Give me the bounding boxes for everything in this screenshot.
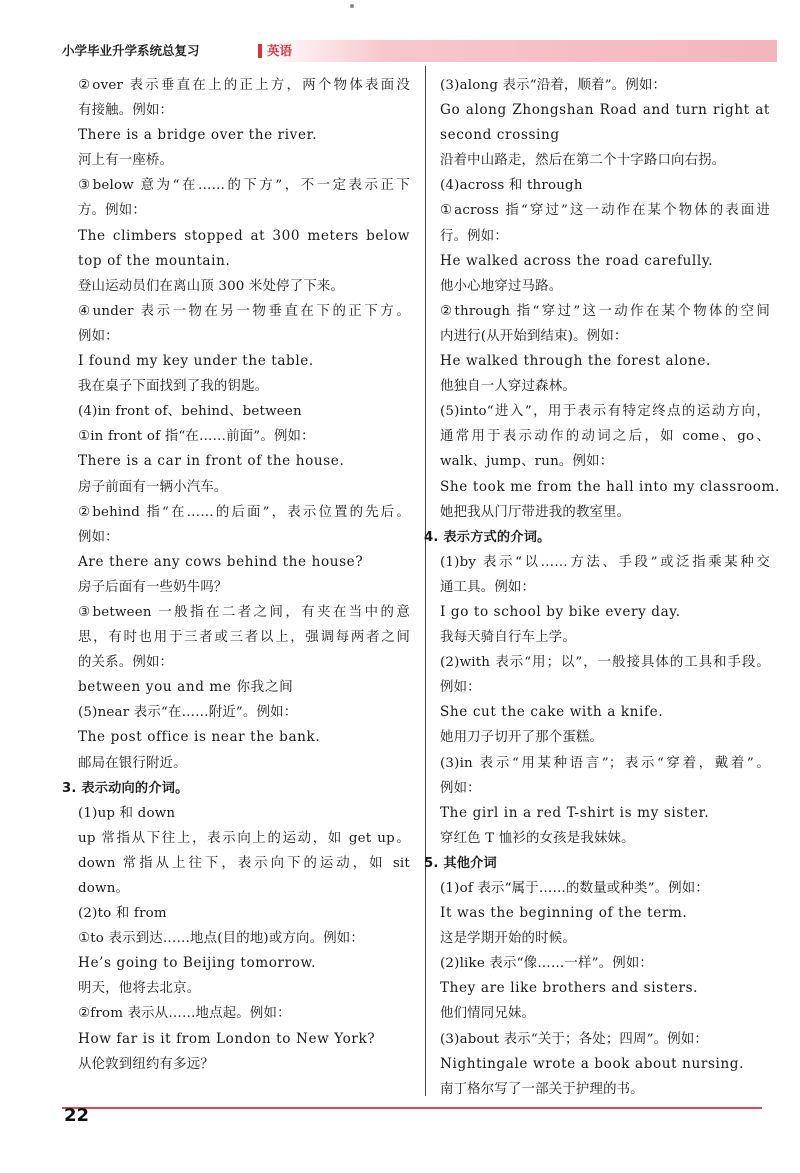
text-line: 行。例如： (440, 228, 508, 244)
column-divider (425, 66, 426, 1096)
text-line: The post office is near the bank. (78, 729, 321, 746)
text-line: (3)in 表示“用某种语言”；表示“穿着，戴着”。 (440, 755, 770, 771)
right-column (424, 73, 780, 1102)
text-line: 有接触。例如： (78, 103, 174, 119)
text-line: 登山运动员们在离山顶 300 米处停了下来。 (78, 278, 345, 294)
text-line: (1)of 表示“属于……的数量或种类”。例如： (440, 881, 709, 896)
text-line: He walked across the road carefully. (440, 252, 714, 269)
text-line: 例如： (78, 328, 119, 344)
text-line: 她用刀子切开了那个蛋糕。 (440, 730, 604, 746)
text-line: (5)near 表示“在……附近”。例如： (78, 705, 298, 721)
text-line: ③below 意为“在……的下方”，不一定表示正下 (78, 178, 410, 194)
text-line: ②from 表示从……地点起。例如： (78, 1006, 291, 1022)
text-line: 穿红色 T 恤衫的女孩是我妹妹。 (440, 830, 635, 846)
text-line: 内进行(从开始到结束)。例如： (440, 328, 628, 344)
book-title: 小学毕业升学系统总复习 (62, 41, 204, 61)
text-line: She cut the cake with a knife. (440, 704, 664, 721)
text-line: (3)along 表示“沿着，顺着”。例如： (440, 78, 667, 93)
text-line: ①across 指“穿过”这一动作在某个物体的表面进 (440, 203, 770, 219)
footer-rule (62, 1107, 762, 1109)
text-line: There is a car in front of the house. (78, 453, 345, 470)
section-heading: 5. 其他介词 (424, 855, 497, 871)
text-line: 他独自一人穿过森林。 (440, 379, 576, 395)
text-line: 这是学期开始的时候。 (440, 931, 576, 947)
text-line: between you and me 你我之间 (78, 679, 294, 696)
text-line: 例如： (440, 780, 481, 796)
text-line: Go along Zhongshan Road and turn right at (440, 102, 770, 119)
text-line: ②over 表示垂直在上的正上方，两个物体表面没 (78, 78, 410, 93)
left-column (62, 73, 410, 1077)
text-line: 的关系。例如： (78, 655, 174, 671)
text-line: She took me from the hall into my classroom. (440, 478, 780, 495)
text-line: There is a bridge over the river. (78, 127, 318, 144)
text-line: 思，有时也用于三者或三者以上，强调每两者之间 (78, 630, 410, 646)
text-line: 他们情同兄妹。 (440, 1006, 536, 1022)
scan-dot (350, 4, 354, 8)
text-line: ①in front of 指“在……前面”。例如： (78, 429, 315, 445)
text-line: 她把我从门厅带进我的教室里。 (440, 504, 631, 520)
text-line: walk、jump、run。例如： (440, 454, 614, 470)
page-header (62, 40, 777, 64)
text-line: 例如： (440, 680, 481, 696)
text-line: 从伦敦到纽约有多远？ (78, 1056, 214, 1072)
text-line: Are there any cows behind the house? (78, 553, 364, 570)
text-line: (1)by 表示“以……方法、手段”或泛指乘某种交 (440, 554, 770, 570)
text-line: He’s going to Beijing tomorrow. (78, 955, 317, 972)
text-line: 房子后面有一些奶牛吗？ (78, 579, 228, 595)
text-line: ②behind 指“在……的后面”，表示位置的先后。 (78, 504, 410, 520)
section-heading: 4. 表示方式的介词。 (424, 529, 551, 545)
text-line: 方。例如： (78, 203, 146, 219)
text-line: top of the mountain. (78, 252, 231, 269)
text-line: 邮局在银行附近。 (78, 755, 187, 771)
text-line: (1)up 和 down (78, 805, 176, 821)
text-line: down 常指从上往下，表示向下的运动，如 sit (78, 855, 410, 871)
text-line: (4)in front of、behind、between (78, 404, 302, 420)
subject-label: 英语 (267, 43, 293, 58)
text-line: The girl in a red T-shirt is my sister. (440, 804, 710, 821)
section-heading: 3. 表示动向的介词。 (62, 780, 189, 796)
text-line: 通工具。例如： (440, 579, 536, 595)
text-line: ④under 表示一物在另一物垂直在下的正下方。 (78, 303, 410, 319)
text-line: 房子前面有一辆小汽车。 (78, 479, 228, 495)
text-line: How far is it from London to New York? (78, 1030, 376, 1047)
header-separator (258, 44, 262, 58)
text-line: down。 (78, 881, 130, 896)
text-line: 我在桌子下面找到了我的钥匙。 (78, 379, 269, 395)
text-line: second crossing (440, 127, 560, 144)
text-line: I go to school by bike every day. (440, 603, 681, 620)
text-line: 河上有一座桥。 (78, 153, 174, 169)
text-line: (3)about 表示“关于；各处；四周”。例如： (440, 1031, 709, 1047)
text-line: 他小心地穿过马路。 (440, 278, 563, 294)
text-line: They are like brothers and sisters. (440, 980, 699, 997)
text-line: 我每天骑自行车上学。 (440, 630, 576, 646)
text-line: ①to 表示到达……地点(目的地)或方向。例如： (78, 931, 364, 947)
text-line: He walked through the forest alone. (440, 353, 711, 370)
text-line: 通常用于表示动作的动词之后，如 come、go、 (440, 429, 770, 445)
text-line: (5)into“进入”，用于表示有特定终点的运动方向， (440, 404, 770, 420)
text-line: ②through 指“穿过”这一动作在某个物体的空间 (440, 303, 770, 319)
text-line: up 常指从下往上，表示向上的运动，如 get up。 (78, 830, 410, 846)
page-number: 22 (64, 1105, 90, 1126)
text-line: (2)with 表示“用；以”，一般接具体的工具和手段。 (440, 655, 770, 671)
text-line: Nightingale wrote a book about nursing. (440, 1055, 745, 1072)
text-line: 沿着中山路走，然后在第二个十字路口向右拐。 (440, 153, 726, 169)
text-line: (2)to 和 from (78, 906, 167, 922)
text-line: I found my key under the table. (78, 353, 314, 370)
text-line: (2)like 表示“像……一样”。例如： (440, 956, 654, 972)
text-line: 明天，他将去北京。 (78, 981, 201, 997)
text-line: 例如： (78, 529, 119, 545)
text-line: It was the beginning of the term. (440, 905, 688, 922)
text-line: 南丁格尔写了一部关于护理的书。 (440, 1081, 644, 1097)
text-line: The climbers stopped at 300 meters below (78, 227, 410, 244)
text-line: ③between 一般指在二者之间，有夹在当中的意 (78, 604, 410, 620)
text-line: (4)across 和 through (440, 178, 583, 194)
